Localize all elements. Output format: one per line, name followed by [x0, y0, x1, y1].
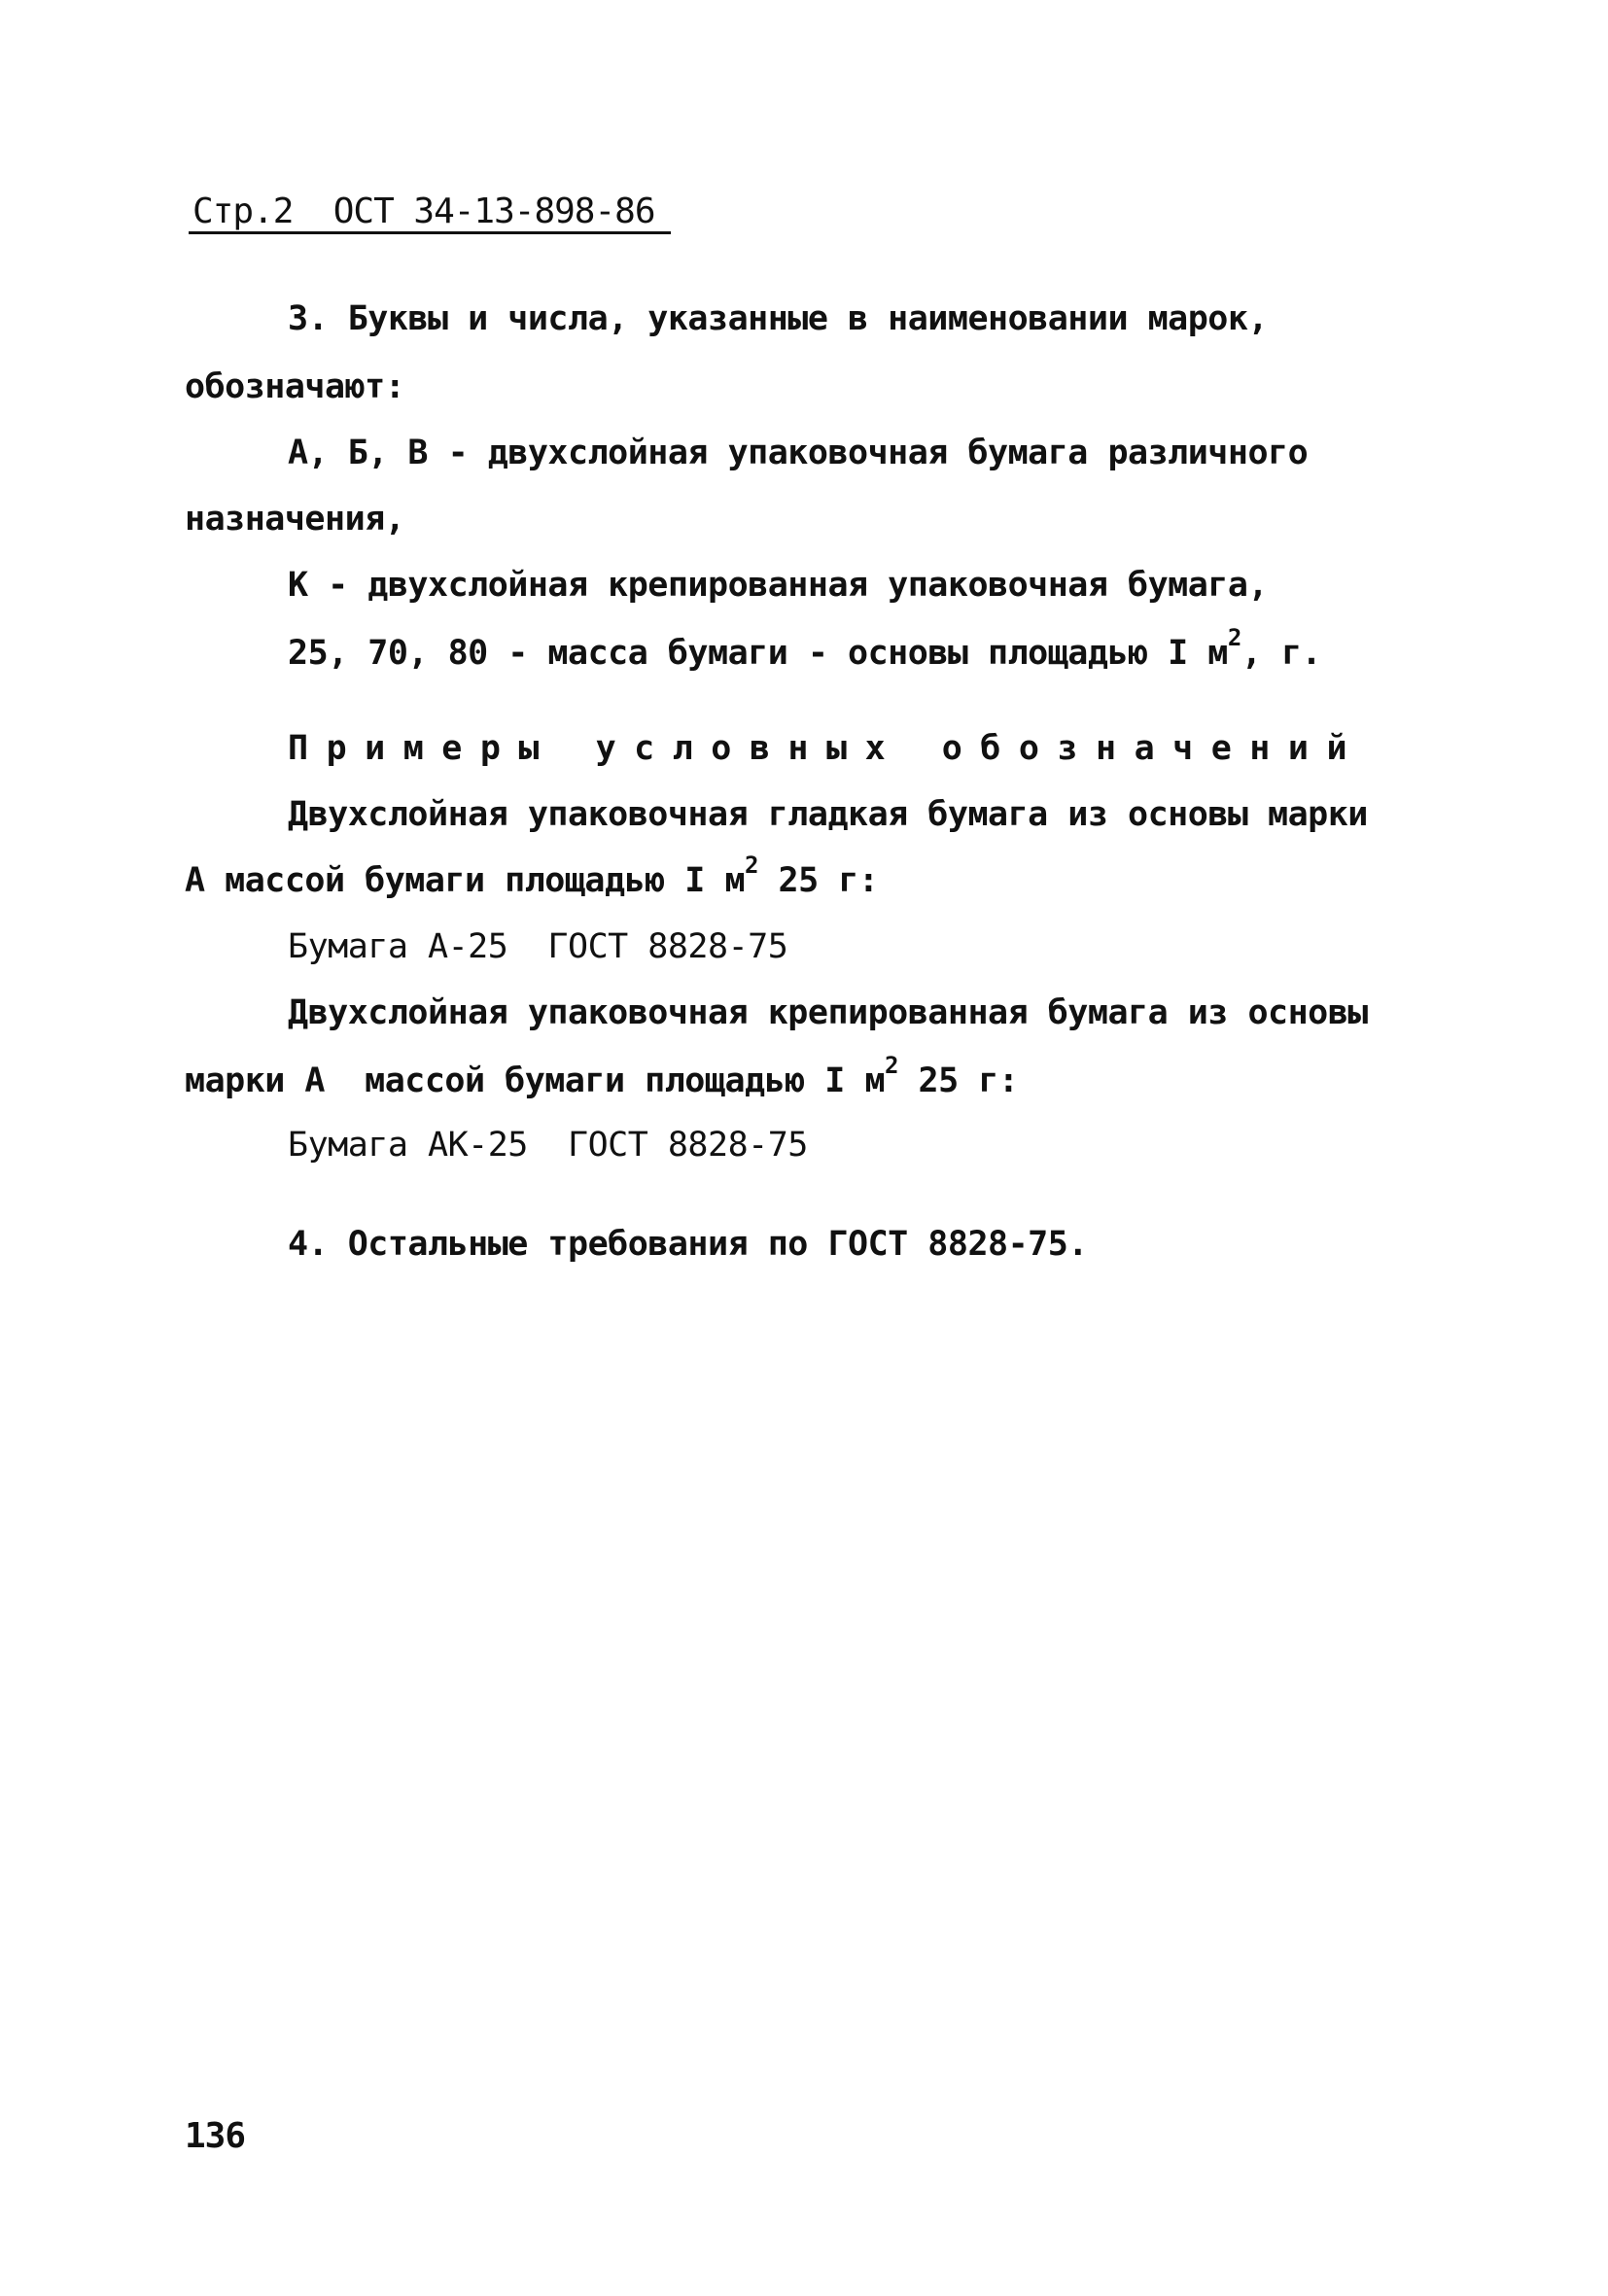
example-2-line-2	[185, 1052, 1019, 1102]
section-4-line-1: 4. Остальные требования по ГОСТ 8828-75.	[288, 1225, 1088, 1264]
section-3-line-6-tail: , г.	[1241, 634, 1322, 673]
example-2-designation: Бумага АК-25 ГОСТ 8828-75	[288, 1126, 808, 1165]
example-1-line-1: Двухслойная упаковочная гладкая бумага из основы марки	[288, 795, 1368, 834]
section-3-line-3: А, Б, В - двухслойная упаковочная бумага различного	[288, 434, 1309, 472]
section-3-line-2: обозначают:	[185, 367, 405, 406]
example-2-line-1: Двухслойная упаковочная крепированная бумага из основы	[288, 993, 1368, 1032]
example-1-line-2	[185, 852, 879, 902]
superscript-2: 2	[1227, 624, 1241, 652]
section-3-line-5: К - двухслойная крепированная упаковочная бумага,	[288, 566, 1269, 605]
section-3-line-6-text: 25, 70, 80 - масса бумаги - основы площадью I м	[288, 634, 1228, 673]
superscript-2: 2	[885, 1052, 898, 1080]
example-1-line-2-text: А массой бумаги площадью I м	[185, 861, 746, 900]
superscript-2: 2	[745, 852, 758, 880]
example-2-line-2-tail: 25 г:	[897, 1061, 1019, 1100]
examples-heading: Примеры условных обозначений	[288, 729, 1366, 768]
page-header: Стр.2 ОСТ 34-13-898-86	[192, 191, 655, 231]
section-3-line-6	[288, 624, 1322, 675]
example-1-line-2-tail: 25 г:	[757, 861, 879, 900]
page-number: 136	[185, 2116, 246, 2156]
example-1-designation: Бумага А-25 ГОСТ 8828-75	[288, 927, 788, 966]
section-3-line-1: 3. Буквы и числа, указанные в наименовании марок,	[288, 299, 1269, 338]
header-underline	[189, 231, 671, 234]
section-3-line-4: назначения,	[185, 500, 405, 539]
example-2-line-2-text: марки А массой бумаги площадью I м	[185, 1061, 886, 1100]
